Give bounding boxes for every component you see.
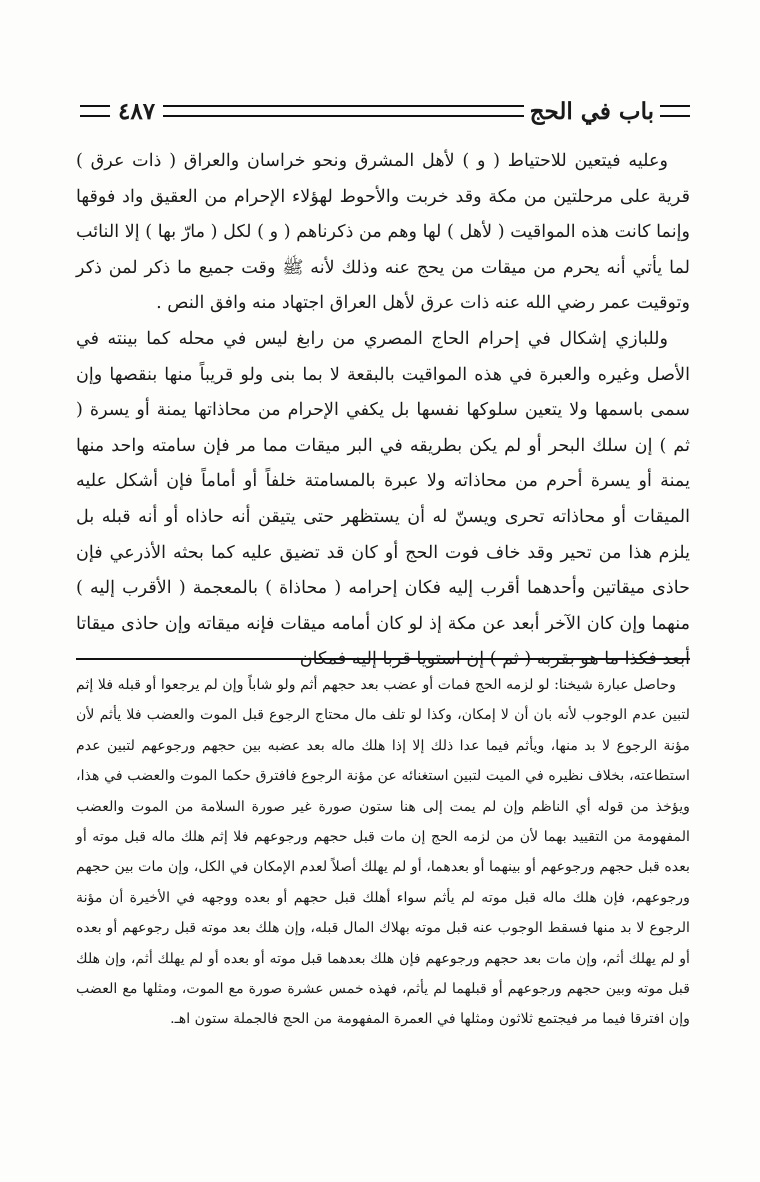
footnote <box>76 670 690 1035</box>
running-header <box>80 94 690 128</box>
footnote-text: وحاصل عبارة شيخنا: لو لزمه الحج فمات أو عضب بعد حجهم أثم ولو شاباً وإن لم يرجعوا أو قبله فلا إثم لتبين عدم الوجوب لأنه بان أن لا إمكان، وكذا لو تلف مال محتاج الرجوع قبل الموت والعضب فلا يأثم لأن مؤنة الرجوع لا بد منها، ويأثم فيما عدا ذلك إلا إذا هلك ماله بعد عضبه بين حجهم ورجوعهم لتبين عدم استطاعته، بخلاف نظيره في الميت لتبين استغنائه عن مؤنة الرجوع فافترق حكما الموت والعضب في هذا، ويؤخذ من قوله أي الناظم وإن لم يمت إلى هنا ستون صورة غير صورة السلامة من الموت والعضب المفهومة من التقييد بهما لأن من لزمه الحج إن مات قبل حجهم ورجوعهم فلا إثم هلك ماله قبل موته أو بعده قبل حجهم ورجوعهم أو بينهما أو بعدهما، أو لم يهلك أصلاً لعدم الإمكان في الكل، وإن مات بين حجهم ورجوعهم، فإن هلك ماله قبل موته لم يأثم سواء أهلك قبل حجهم أو بعده ووجهه في الأخيرة أن مؤنة الرجوع لا بد منها فسقط الوجوب عنه قبل موته بهلاك المال قبله، وإن هلك بعد موته قبل رجوعهم أو بعده أو لم يهلك أثم، وإن مات بعد حجهم ورجوعهم فإن هلك بعدهما قبل موته أو بعده أو لم يهلك أثم، وإن هلك قبل موته وبين حجهم ورجوعهم أو قبلهما لم يأثم، فهذه خمس عشرة صورة مع الموت، ومثلها مع العضب وإن افترقا فيما مر فيجتمع ثلاثون ومثلها في العمرة المفهومة من الحج فالجملة ستون اهـ. <box>76 677 690 1028</box>
header-rule-right <box>660 105 690 117</box>
main-paragraph-1: وعليه فيتعين للاحتياط ( و ) لأهل المشرق ونحو خراسان والعراق ( ذات عرق ) قرية على مرحلتين من مكة وقد خربت والأحوط لهؤلاء الإحرام من العقيق واد فوقها وإنما كانت هذه المواقيت ( لأهل ) لها وهم من ذكرناهم ( و ) لكل ( مارّ بها ) إلا النائب لما يأتي أنه يحرم من ميقات من يحج عنه وذلك لأنه ﷺ وقت جميع ما ذكر لمن ذكر وتوقيت عمر رضي الله عنه ذات عرق لأهل العراق اجتهاد منه وافق النص . <box>76 151 690 314</box>
header-rule-left <box>80 105 110 117</box>
chapter-title: باب في الحج <box>529 97 654 125</box>
page-number: ٤٨٧ <box>118 97 156 125</box>
footnote-divider <box>76 658 690 660</box>
main-text <box>76 144 690 678</box>
main-paragraph-2: وللبازي إشكال في إحرام الحاج المصري من رابغ ليس في محله كما بينته في الأصل وغيره والعبرة في هذه المواقيت بالبقعة لا بما بنى ولو قريباً منها بنقصها وإن سمى باسمها ولا يتعين سلوكها نفسها بل يكفي الإحرام من محاذاتها يمنة أو يسرة ( ثم ) إن سلك البحر أو لم يكن بطريقه في البر ميقات مما مر فإن سامته واحد منها يمنة أو يسرة أحرم من محاذاته ولا عبرة بالمسامتة خلفاً أو أماماً فإن أشكل عليه الميقات أو محاذاته تحرى ويسنّ له أن يستظهر حتى يتيقن أنه حاذاه أو أنه قبله بل يلزم هذا من تحير وقد خاف فوت الحج أو كان قد تضيق عليه كما بحثه الأذرعي فإن حاذى ميقاتين وأحدهما أقرب إليه فكان إحرامه ( محاذاة ) بالمعجمة ( الأقرب إليه ) منهما وإن كان الآخر أبعد عن مكة إذ لو كان أمامه ميقات فإنه ميقاته وإن حاذى ميقاتا أبعد فكذا ما هو بقربه ( ثم ) إن استويا قربا إليه فمكان <box>76 328 690 670</box>
header-rule-middle <box>163 105 524 117</box>
